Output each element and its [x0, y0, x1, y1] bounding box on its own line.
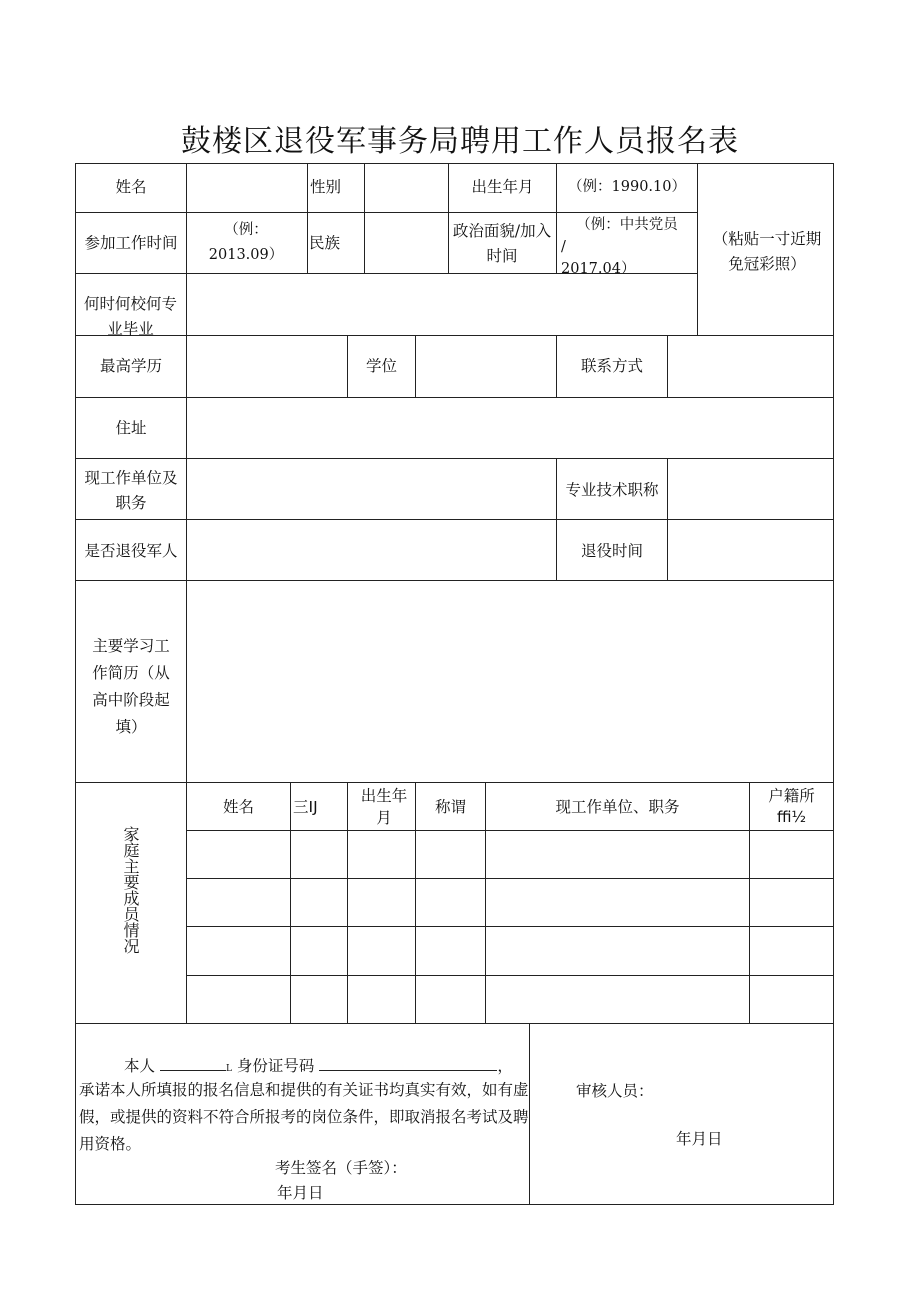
family-header-household-line2: ffi½: [776, 808, 807, 826]
family-header-name: 姓名: [222, 798, 254, 816]
political-example-line3: 2017.04）: [561, 261, 636, 273]
rule-row12-col3: [364, 163, 365, 274]
political-example-line2: /: [561, 239, 566, 255]
work-start-example: （例：2013.09）: [208, 222, 284, 263]
rule-family-header: [186, 830, 834, 831]
rule-row8-bottom: [75, 782, 834, 783]
family-header-employer: 现工作单位、职务: [555, 798, 680, 816]
review-date: 年月日: [676, 1130, 723, 1148]
veteran-label: 是否退役军人: [84, 542, 178, 560]
family-section-label: 家庭主要成员情况: [121, 826, 140, 954]
family-header-gender: 三IJ: [293, 798, 318, 816]
rule-bottom-split: [529, 1023, 530, 1205]
gender-label: 性别: [310, 178, 342, 196]
political-label: 政治面貌/加入时间: [452, 222, 552, 265]
family-header-household-line1: 户籍所: [768, 787, 815, 805]
school-major-label: 何时何校何专业毕业: [83, 295, 177, 338]
rule-row6-bottom: [75, 519, 834, 520]
pledge-body: 承诺本人所填报的报名信息和提供的有关证书均真实有效，如有虚假，或提供的资料不符合所报考的岗位条件，即取消报名考试及聘用资格。: [79, 1081, 529, 1153]
rule-row12-col2: [307, 163, 308, 274]
rule-family-bottom: [75, 1023, 834, 1024]
table-border-left: [75, 163, 76, 1205]
family-header-birth: 出生年月: [360, 787, 408, 827]
reviewer-label: 审核人员：: [576, 1082, 654, 1100]
rule-family-col2: [347, 782, 348, 1024]
rule-row4-bottom: [75, 397, 834, 398]
rule-family-row3: [186, 975, 834, 976]
political-example-cell: [557, 213, 697, 273]
rule-family-row1: [186, 878, 834, 879]
pledge-prefix: 本人: [124, 1057, 156, 1075]
political-example-line1: （例：中共党员: [576, 217, 678, 233]
rule-label-column: [186, 163, 187, 1024]
rule-row4-col3: [415, 335, 416, 398]
birth-label: 出生年月: [471, 178, 534, 196]
education-label: 最高学历: [99, 357, 162, 375]
birth-example: （例：1990.10）: [568, 179, 686, 195]
work-start-label: 参加工作时间: [84, 234, 178, 252]
name-label: 姓名: [115, 178, 147, 196]
rule-photo-left: [697, 163, 698, 336]
ethnicity-label: 民族: [309, 234, 341, 252]
pledge-comma: ，: [497, 1057, 513, 1075]
discharge-time-label: 退役时间: [580, 542, 643, 560]
signature-label: 考生签名（手签）：: [275, 1159, 407, 1177]
table-border-bottom: [75, 1204, 834, 1205]
photo-placeholder: （粘贴一寸近期免冠彩照）: [712, 230, 822, 273]
rule-row7-bottom: [75, 580, 834, 581]
family-header-relation: 称谓: [434, 798, 466, 816]
degree-label: 学位: [365, 357, 397, 375]
pledge-mark: L: [225, 1064, 232, 1074]
address-label: 住址: [115, 419, 147, 437]
rule-row2-bottom: [75, 273, 698, 274]
current-employer-label: 现工作单位及职务: [84, 469, 178, 512]
rule-row67-col3: [667, 458, 668, 581]
pledge-id-label: 身份证号码: [236, 1057, 315, 1075]
rule-row5-bottom: [75, 458, 834, 459]
contact-label: 联系方式: [580, 357, 643, 375]
resume-label: 主要学习工作简历（从高中阶段起填）: [92, 637, 170, 736]
rule-right-label-right: [667, 335, 668, 398]
professional-title-label: 专业技术职称: [565, 481, 659, 499]
form-title: 鼓楼区退役军事务局聘用工作人员报名表: [181, 124, 739, 159]
table-border-right: [833, 163, 834, 1205]
rule-family-col1: [290, 782, 291, 1024]
pledge-date: 年月日: [277, 1184, 324, 1202]
rule-family-row2: [186, 926, 834, 927]
rule-row3-bottom: [75, 335, 834, 336]
pledge-name-blank[interactable]: [160, 1054, 226, 1071]
pledge-id-blank[interactable]: [319, 1054, 497, 1071]
table-border-top: [75, 163, 834, 164]
